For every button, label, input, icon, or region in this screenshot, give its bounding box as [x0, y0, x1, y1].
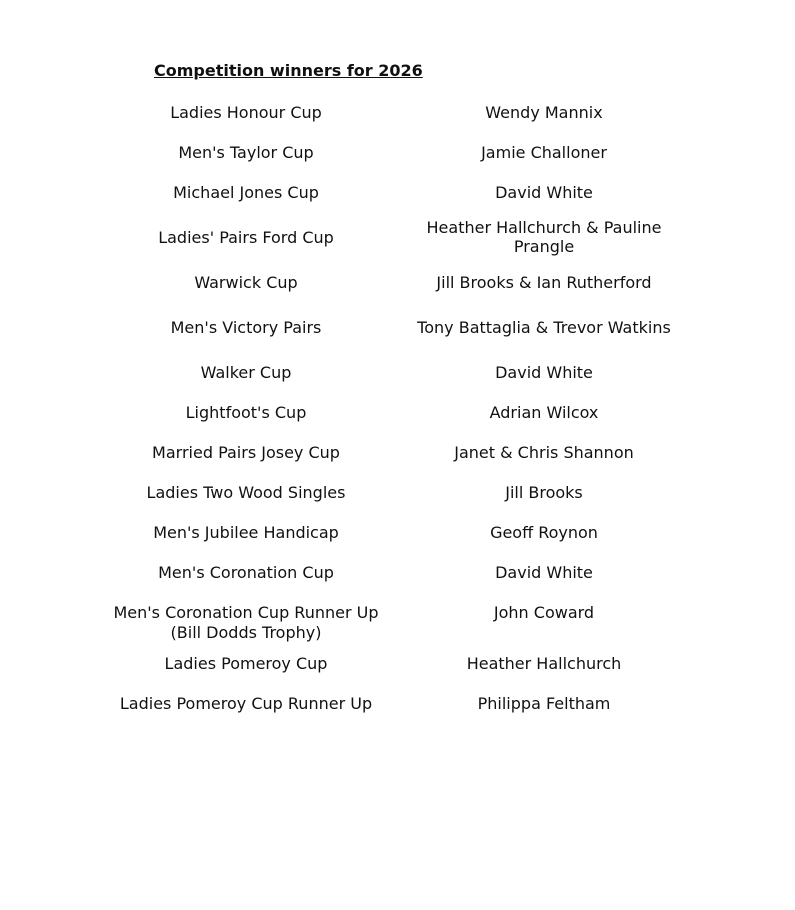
competition-name: Men's Jubilee Handicap: [153, 522, 339, 542]
table-row: [97, 132, 693, 172]
page-title: Competition winners for 2026: [154, 61, 423, 80]
competition-name: Michael Jones Cup: [173, 182, 319, 202]
table-row: [97, 683, 693, 723]
winner-name: Wendy Mannix: [485, 102, 603, 122]
competition-name: Men's Coronation Cup Runner Up (Bill Dodds Trophy): [113, 603, 379, 642]
table-row: [97, 432, 693, 472]
table-row: [97, 352, 693, 392]
winner-name: David White: [495, 562, 593, 582]
table-row: [97, 392, 693, 432]
table-row: [97, 552, 693, 592]
competition-name: Men's Victory Pairs: [170, 317, 322, 337]
winner-name: Heather Hallchurch: [466, 653, 622, 673]
winner-name: David White: [495, 182, 593, 202]
table-row: [97, 212, 693, 262]
winner-name: Philippa Feltham: [477, 693, 611, 713]
winner-name: John Coward: [493, 603, 595, 622]
winner-name: Jamie Challoner: [481, 142, 607, 162]
competition-name: Warwick Cup: [194, 272, 298, 292]
table-row: [97, 592, 693, 643]
winner-name: Heather Hallchurch & Pauline Prangle: [426, 218, 662, 256]
table-row: [97, 172, 693, 212]
competition-name: Ladies' Pairs Ford Cup: [158, 227, 334, 247]
winner-name: Tony Battaglia & Trevor Watkins: [417, 317, 671, 337]
table-row: [97, 92, 693, 132]
competition-name: Men's Taylor Cup: [178, 142, 314, 162]
winner-name: Janet & Chris Shannon: [454, 442, 634, 462]
competition-name: Ladies Pomeroy Cup: [164, 653, 328, 673]
competition-name: Lightfoot's Cup: [185, 402, 307, 422]
winner-name: Adrian Wilcox: [489, 402, 599, 422]
winner-name: David White: [495, 362, 593, 382]
competition-name: Married Pairs Josey Cup: [152, 442, 340, 462]
competition-name: Ladies Honour Cup: [170, 102, 322, 122]
competition-name: Ladies Two Wood Singles: [146, 482, 346, 502]
winner-name: Jill Brooks & Ian Rutherford: [436, 272, 652, 292]
table-row: [97, 512, 693, 552]
table-row: [97, 643, 693, 683]
competition-name: Ladies Pomeroy Cup Runner Up: [119, 693, 373, 713]
table-row: [97, 302, 693, 352]
table-row: [97, 472, 693, 512]
competition-name: Men's Coronation Cup: [158, 562, 334, 582]
table-row: [97, 262, 693, 302]
winners-table: [97, 92, 693, 723]
winner-name: Geoff Roynon: [490, 522, 598, 542]
winner-name: Jill Brooks: [505, 482, 583, 502]
competition-name: Walker Cup: [200, 362, 292, 382]
